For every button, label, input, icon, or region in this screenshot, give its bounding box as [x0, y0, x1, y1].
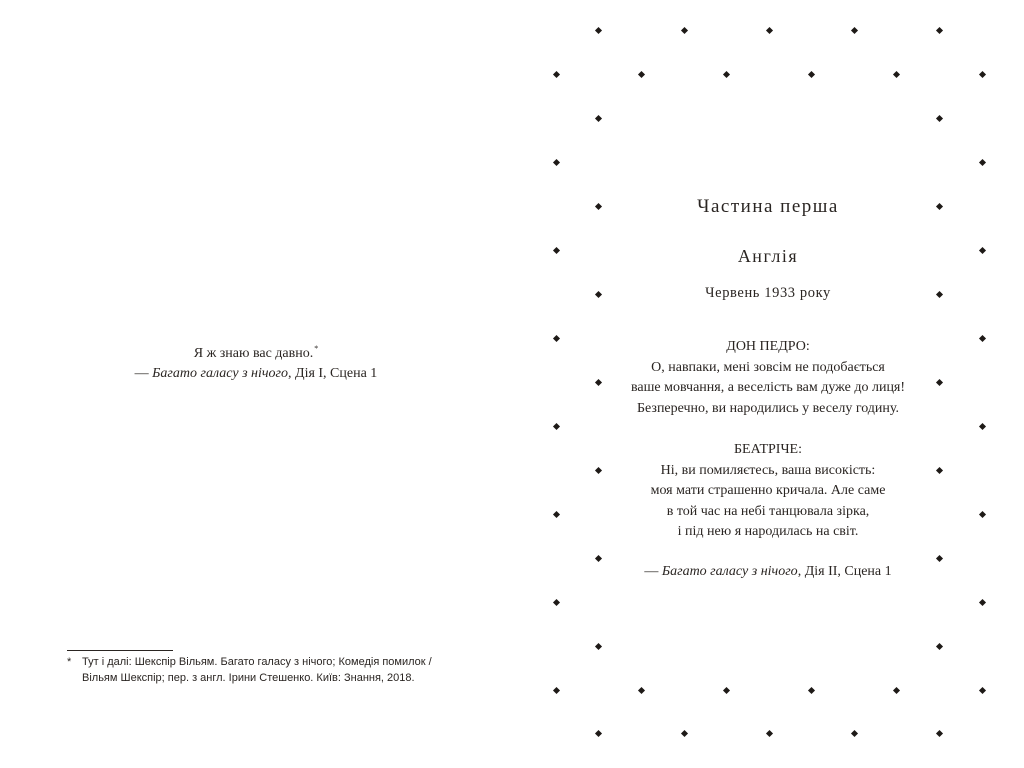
epigraph-text: Я ж знаю вас давно.: [193, 346, 314, 361]
dialogue-line: Безперечно, ви народились у веселу годину.: [636, 400, 900, 416]
dialogue-line: ваше мовчання, а веселість вам дуже до лиця!: [630, 380, 906, 395]
footnote: [67, 654, 467, 686]
footnote-line-1: Тут і далі: Шекспір Вільям. Багато галасу з нічого; Комедія помилок /: [82, 656, 432, 668]
dialogue-line: О, навпаки, мені зовсім не подобається: [651, 359, 885, 375]
dialogue-attribution: [512, 562, 1024, 582]
speaker-name: БЕАТРІЧЕ:: [733, 442, 802, 457]
dialogue-line: Ні, ви помиляєтесь, ваша високість:: [660, 462, 876, 478]
epigraph-source: [0, 364, 512, 384]
attribution-rest: , Дія ІІ, Сцена 1: [797, 564, 892, 579]
epigraph-source-rest: , Дія І, Сцена 1: [288, 366, 378, 381]
dialogue-block-don-pedro: [512, 337, 1024, 419]
chapter-location: Англія: [737, 246, 799, 266]
part-title: Частина перша: [697, 196, 839, 217]
epigraph-quote: [0, 339, 512, 364]
attribution-dash: —: [644, 564, 662, 579]
epigraph-source-title: Багато галасу з нічого: [152, 366, 289, 381]
dialogue-line: в той час на небі танцювала зірка,: [666, 503, 870, 519]
speaker-name: ДОН ПЕДРО:: [726, 339, 810, 354]
footnote-divider: [67, 650, 173, 651]
chapter-date: Червень 1933 року: [705, 285, 831, 301]
dialogue-block-beatrice: [512, 440, 1024, 543]
epigraph: [0, 339, 512, 384]
footnote-reference: *: [314, 344, 319, 353]
footnote-marker: *: [67, 656, 72, 668]
dialogue-line: моя мати страшенно кричала. Але саме: [650, 483, 886, 498]
attribution-title: Багато галасу з нічого: [661, 564, 798, 579]
dialogue-line: і під нею я народилась на світ.: [677, 524, 859, 539]
footnote-line-2: Вільям Шекспір; пер. з англ. Ірини Стешенко. Київ: Знання, 2018.: [82, 672, 415, 684]
epigraph-source-dash: —: [134, 366, 153, 381]
